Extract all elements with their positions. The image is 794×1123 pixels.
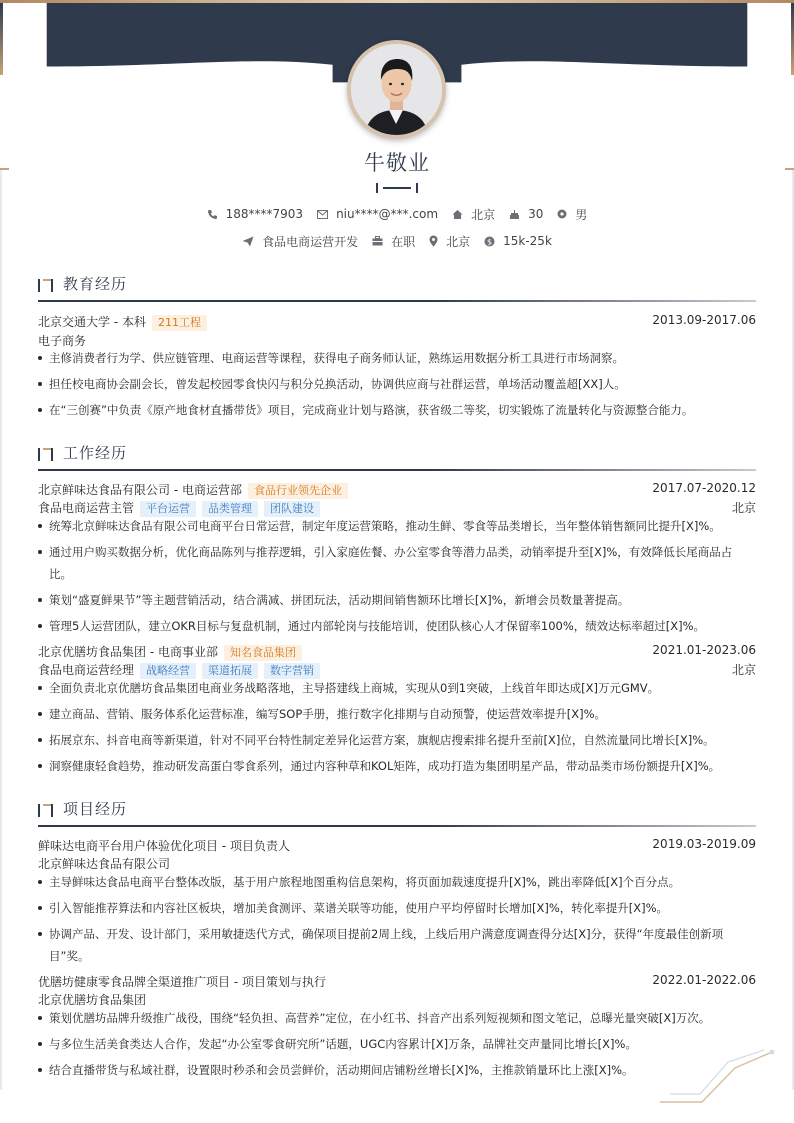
project-org: 北京优膳坊食品集团 — [38, 993, 147, 1007]
gender-text: 男 — [575, 207, 588, 222]
skill-tag: 平台运营 — [140, 501, 196, 517]
contact-row-basic — [0, 205, 794, 223]
age-text: 30 — [528, 207, 544, 221]
work-header — [38, 643, 756, 661]
send-icon — [242, 236, 254, 247]
location-pin-icon — [429, 235, 438, 247]
location-item — [452, 206, 495, 223]
location-text: 北京 — [471, 207, 496, 222]
project-name: 鲜味达电商平台用户体验优化项目 - 项目负责人 — [38, 839, 290, 853]
list-item: 洞察健康轻食趋势，推动研发高蛋白零食系列，通过内容种草和KOL矩阵，成功打造为集团明星产品，带动品类市场份额提升[X]%。 — [38, 755, 756, 777]
list-item-continuation: 比。 — [49, 567, 72, 581]
list-item: 担任校电商协会副会长，曾发起校园零食快闪与积分兑换活动，协调供应商与社群运营，单场活动覆盖超[XX]人。 — [38, 373, 756, 395]
project-header — [38, 837, 756, 854]
section-title: 教育经历 — [63, 275, 128, 293]
list-item: 结合直播带货与私域社群，设置限时秒杀和会员尝鲜价，活动期间店铺粉丝增长[X]%，主推款销量环比上涨[X]%。 — [38, 1059, 756, 1081]
avatar-photo — [351, 44, 442, 135]
corner-decoration — [660, 1048, 778, 1106]
education-major: 电子商务 — [38, 334, 87, 348]
school-name: 北京交通大学 - 本科 — [38, 315, 146, 329]
list-item: 与多位生活美食类达人合作，发起“办公室零食研究所”话题，UGC内容累计[X]万条，品牌社交声量同比增长[X]%。 — [38, 1033, 756, 1055]
company-name: 北京鲜味达食品有限公司 - 电商运营部 — [38, 483, 242, 497]
section-header-education — [38, 273, 756, 303]
name-divider-ornament — [376, 182, 418, 194]
list-item: 引入智能推荐算法和内容社区板块，增加美食测评、菜谱关联等功能，使用户平均停留时长增加[X]%，转化率提升[X]%。 — [38, 897, 756, 919]
list-item: 全面负责北京优膳坊食品集团电商业务战略落地，主导搭建线上商城，实现从0到1突破，上线首年即达成[X]万元GMV。 — [38, 677, 756, 699]
section-header-work — [38, 442, 756, 472]
phone-icon — [207, 209, 218, 220]
skill-tag: 品类管理 — [202, 501, 258, 517]
work-city: 北京 — [731, 663, 756, 677]
job-target-text: 食品电商运营开发 — [262, 234, 359, 249]
email-address: niu****@***.com — [336, 207, 439, 221]
section-title: 项目经历 — [63, 800, 128, 818]
avatar — [347, 40, 446, 139]
company-tag: 知名食品集团 — [224, 645, 302, 661]
school-tag: 211工程 — [152, 315, 207, 331]
job-target-item — [242, 233, 358, 250]
education-period: 2013.09-2017.06 — [652, 313, 756, 327]
company-name: 北京优膳坊食品集团 - 电商事业部 — [38, 645, 218, 659]
briefcase-icon — [372, 236, 383, 246]
frame-edge-left — [0, 170, 2, 1090]
status-text: 在职 — [391, 234, 416, 249]
list-item: 通过用户购买数据分析，优化商品陈列与推荐逻辑，引入家庭佐餐、办公室零食等潜力品类，动销率提升至[X]%，有效降低长尾商品占 — [38, 541, 756, 563]
target-city-item — [429, 233, 470, 250]
list-item: 建立商品、营销、服务体系化运营标准，编写SOP手册，推行数字化排期与自动预警，使运营效率提升[X]%。 — [38, 703, 756, 725]
list-item-continuation: 目”奖。 — [49, 949, 90, 963]
project-org: 北京鲜味达食品有限公司 — [38, 857, 171, 871]
salary-item — [484, 234, 552, 248]
list-item: 管理5人运营团队，建立OKR目标与复盘机制，通过内部轮岗与技能培训，使团队核心人才保留率100%，绩效达标率超过[X]%。 — [38, 615, 756, 637]
list-item: 协调产品、开发、设计部门，采用敏捷迭代方式，确保项目提前2周上线，上线后用户满意度调查得分达[X]分，获得“年度最佳创新项 — [38, 923, 756, 945]
status-item — [372, 233, 415, 250]
list-item: 主导鲜味达食品电商平台整体改版，基于用户旅程地图重构信息架构，将页面加载速度提升[X]%，跳出率降低[X]个百分点。 — [38, 871, 756, 893]
money-icon — [484, 236, 495, 247]
list-item: 主修消费者行为学、供应链管理、电商运营等课程，获得电子商务师认证，熟练运用数据分析工具进行市场洞察。 — [38, 347, 756, 369]
work-period: 2021.01-2023.06 — [652, 643, 756, 657]
phone-number: 188****7903 — [225, 207, 304, 221]
left-band-edge — [0, 3, 3, 75]
email-item — [317, 207, 438, 221]
gender-icon — [557, 209, 567, 219]
list-item: 统筹北京鲜味达食品有限公司电商平台日常运营，制定年度运营策略，推动生鲜、零食等品类增长，当年整体销售额同比提升[X]%。 — [38, 515, 756, 537]
home-icon — [452, 209, 463, 220]
project-name: 优膳坊健康零食品牌全渠道推广项目 - 项目策划与执行 — [38, 975, 326, 989]
mail-icon — [317, 210, 328, 219]
project-header — [38, 973, 756, 990]
salary-text: 15k-25k — [503, 234, 552, 248]
candidate-name: 牛敬业 — [364, 151, 430, 175]
contact-row-intent — [0, 232, 794, 250]
skill-tag: 战略经营 — [140, 663, 196, 679]
company-tag: 食品行业领先企业 — [248, 483, 348, 499]
list-item: 策划优膳坊品牌升级推广战役，围绕“轻负担、高营养”定位，在小红书、抖音产出系列短视频和图文笔记，总曝光量突破[X]万次。 — [38, 1007, 756, 1029]
target-city-text: 北京 — [446, 234, 471, 249]
svg-text:$: $ — [487, 236, 493, 246]
work-city: 北京 — [731, 501, 756, 515]
skill-tag: 渠道拓展 — [202, 663, 258, 679]
section-header-project — [38, 798, 756, 828]
education-header — [38, 313, 756, 331]
skill-tag: 数字营销 — [264, 663, 320, 679]
job-role: 食品电商运营主管 — [38, 501, 135, 515]
gender-item — [557, 206, 587, 223]
work-header — [38, 481, 756, 499]
cake-icon — [509, 209, 520, 220]
project-period: 2019.03-2019.09 — [652, 837, 756, 851]
list-item: 策划“盛夏鲜果节”等主题营销活动，结合满减、拼团玩法，活动期间销售额环比增长[X]%，新增会员数量著提高。 — [38, 589, 756, 611]
work-period: 2017.07-2020.12 — [652, 481, 756, 495]
section-title: 工作经历 — [63, 444, 128, 462]
skill-tag: 团队建设 — [264, 501, 320, 517]
age-item — [509, 207, 543, 221]
project-period: 2022.01-2022.06 — [652, 973, 756, 987]
phone-item — [207, 207, 303, 221]
job-role: 食品电商运营经理 — [38, 663, 135, 677]
list-item: 在“三创赛”中负责《原产地食材直播带货》项目，完成商业计划与路演，获省级二等奖，切实锻炼了流量转化与资源整合能力。 — [38, 399, 756, 421]
list-item: 拓展京东、抖音电商等新渠道，针对不同平台特性制定差异化运营方案，旗舰店搜索排名提升至前[X]位，自然流量同比增长[X]%。 — [38, 729, 756, 751]
